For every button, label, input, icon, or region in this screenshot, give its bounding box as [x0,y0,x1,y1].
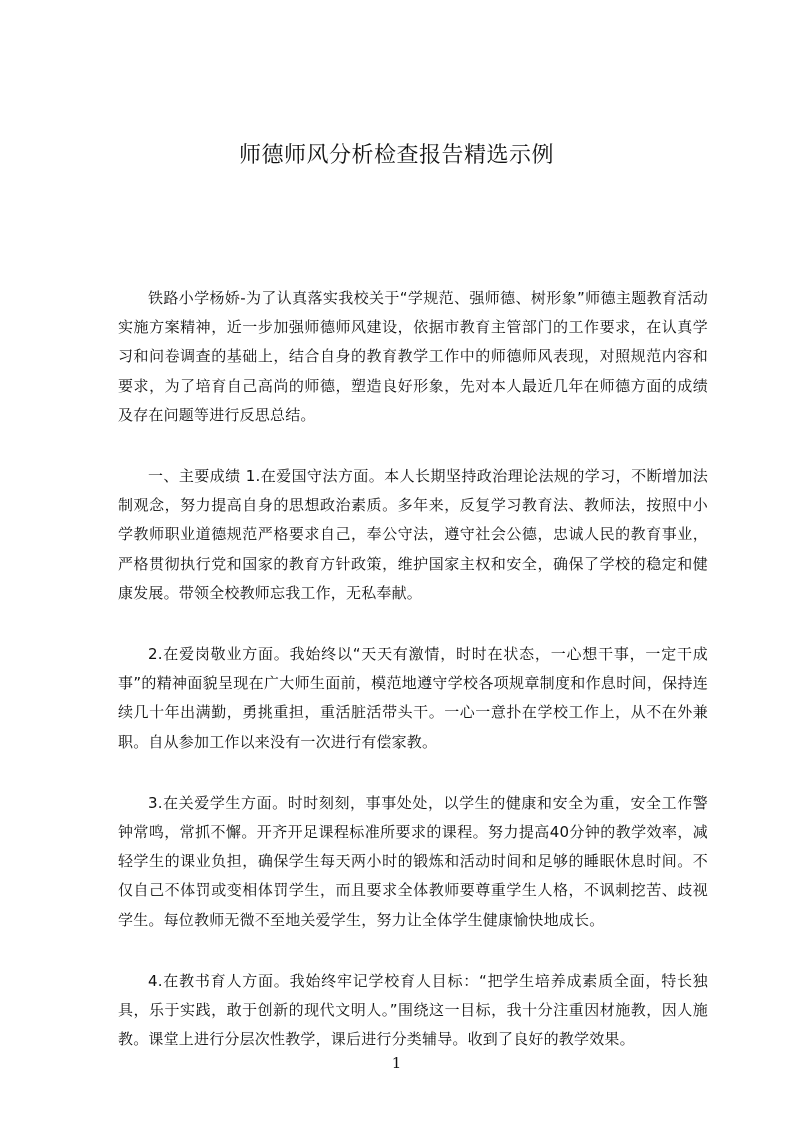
paragraph-caring-students: 3.在关爱学生方面。时时刻刻，事事处处，以学生的健康和安全为重，安全工作警钟常鸣，常抓不懈。开齐开足课程标准所要求的课程。努力提高40分钟的教学效率，减轻学生的课业负担，确保学生每天两小时的锻炼和活动时间和足够的睡眠休息时间。不仅自己不体罚或变相体罚学生，而且要求全体教师要尊重学生人格，不讽刺挖苦、歧视学生。每位教师无微不至地关爱学生，努力让全体学生健康愉快地成长。 [118,793,708,929]
page-number: 1 [391,1054,402,1072]
paragraph-teaching: 4.在教书育人方面。我始终牢记学校育人目标：“把学生培养成素质全面，特长独具，乐于实践，敢于创新的现代文明人。”围绕这一目标，我十分注重因材施教，因人施教。课堂上进行分层次性教学，课后进行分类辅导。收到了良好的教学效果。 [118,971,708,1049]
paragraph-patriotism: 一、主要成绩 1.在爱国守法方面。本人长期坚持政治理论法规的学习，不断增加法制观念，努力提高自身的思想政治素质。多年来，反复学习教育法、教师法，按照中小学教师职业道德规范严格要求自己，奉公守法，遵守社会公德，忠诚人民的教育事业，严格贯彻执行党和国家的教育方针政策，维护国家主权和安全，确保了学校的稳定和健康发展。带领全校教师忘我工作，无私奉献。 [118,467,708,602]
intro-paragraph: 铁路小学杨娇-为了认真落实我校关于“学规范、强师德、树形象”师德主题教育活动实施方案精神，近一步加强师德师风建设，依据市教育主管部门的工作要求，在认真学习和问卷调查的基础上，结合自身的教育教学工作中的师德师风表现，对照规范内容和要求，为了培育自己高尚的师德，塑造良好形象，先对本人最近几年在师德方面的成绩及存在问题等进行反思总结。 [118,289,708,424]
document-body [118,284,708,1086]
paragraph-dedication: 2.在爱岗敬业方面。我始终以“天天有激情，时时在状态，一心想干事，一定干成事”的精神面貌呈现在广大师生面前，模范地遵守学校各项规章制度和作息时间，保持连续几十年出满勤，勇挑重担，重活脏活带头干。一心一意扑在学校工作上，从不在外兼职。自从参加工作以来没有一次进行有偿家教。 [118,645,708,751]
document-title: 师德师风分析检查报告精选示例 [238,143,554,168]
